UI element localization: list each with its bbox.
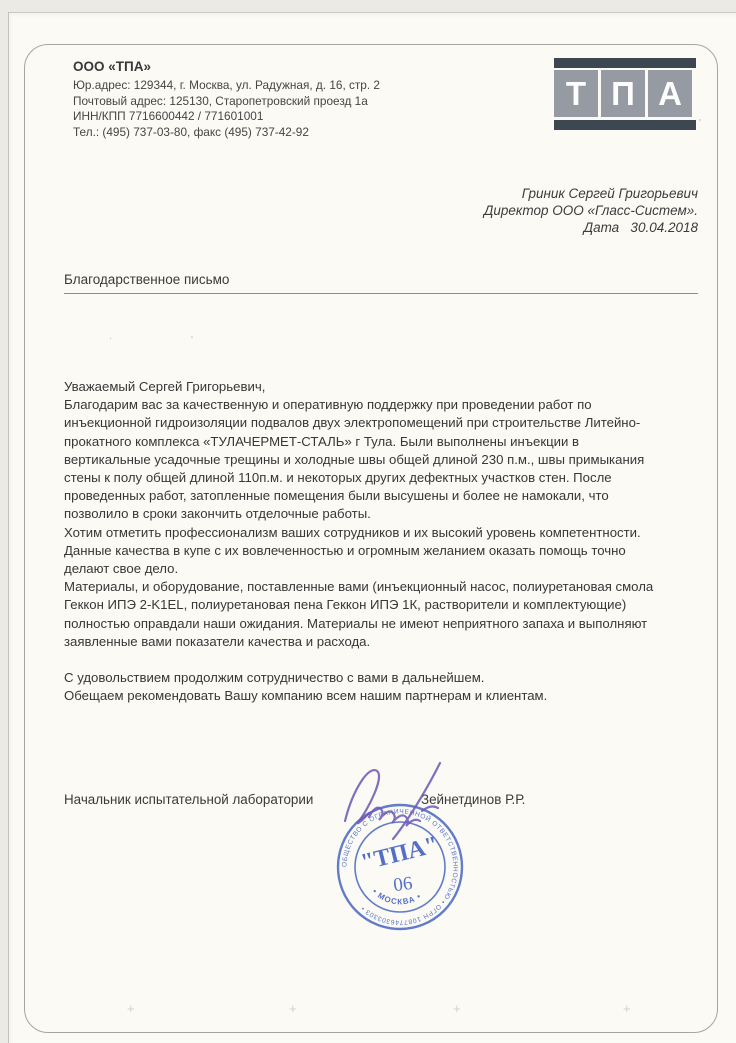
logo-bottom-bar bbox=[554, 120, 696, 130]
paragraph-gap bbox=[64, 651, 694, 669]
phone-fax: Тел.: (495) 737-03-80, факс (495) 737-42-92 bbox=[73, 124, 309, 139]
stamp-city-text: • МОСКВА • bbox=[370, 887, 424, 907]
logo-letter-p: П bbox=[601, 70, 645, 117]
signer-position: Начальник испытательной лаборатории bbox=[64, 792, 314, 807]
stamp-ring-text: ОБЩЕСТВО С ОГРАНИЧЕННОЙ ОТВЕТСТВЕННОСТЬЮ • ОГРН 1087746303303 • bbox=[341, 808, 459, 926]
body-line: Данные качества в купе с их вовлеченностью и огромным желанием оказать помощь точно bbox=[64, 542, 626, 558]
body-line: вертикальные усадочные трещины и холодные швы общей длиной 230 п.м., швы примыкания bbox=[64, 451, 645, 467]
closing-line: Обещаем рекомендовать Вашу компанию всем нашим партнерам и клиентам. bbox=[64, 688, 548, 704]
body-line: Уважаемый Сергей Григорьевич, bbox=[64, 379, 266, 394]
company-name: ООО «ТПА» bbox=[73, 59, 151, 74]
body-line: делают свое дело. bbox=[64, 561, 179, 577]
stamp-number: 06 bbox=[392, 872, 414, 897]
body-line: прокатного комплекса «ТУЛАЧЕРМЕТ-СТАЛЬ» г Тула. Были выполнены инъекции в bbox=[64, 433, 580, 449]
letterhead bbox=[73, 59, 533, 140]
body-line: инъекционной гидроизоляции подвалов двух электропомещений при строительстве Литейно- bbox=[64, 415, 641, 431]
logo-top-bar bbox=[554, 58, 696, 68]
stamp-center-text: "ТПА" bbox=[358, 831, 442, 877]
legal-address: Юр.адрес: 129344, г. Москва, ул. Радужная, д. 16, стр. 2 bbox=[73, 78, 380, 92]
tpa-logo bbox=[554, 58, 696, 130]
recipient-block bbox=[484, 185, 698, 237]
logo-letter-t: Т bbox=[554, 70, 598, 117]
body-line: заявленные вами показатели качества и расхода. bbox=[64, 633, 371, 649]
recipient-title: Директор ООО «Гласс-Систем». bbox=[483, 203, 698, 219]
body-line: стены к полу общей длиной 110п.м. и некоторых других дефектных участков стен. После bbox=[64, 470, 612, 486]
body-line: Хотим отметить профессионализм ваших сотрудников и их высокий уровень компетентности. bbox=[64, 524, 641, 540]
subject-line: Благодарственное письмо bbox=[64, 272, 230, 287]
body-line: проведенных работ, затопленные помещения были высушены и более не намокали, что bbox=[64, 488, 609, 504]
registration-mark: + bbox=[127, 1001, 135, 1016]
body-line: Благодарим вас за качественную и оперативную поддержку при проведении работ по bbox=[64, 397, 592, 413]
registration-mark: + bbox=[453, 1001, 461, 1016]
letter-date: Дата 30.04.2018 bbox=[583, 220, 698, 236]
body-line: Материалы, и оборудование, поставленные вами (инъекционный насос, полиуретановая смола bbox=[64, 579, 654, 595]
logo-tiles bbox=[554, 70, 696, 117]
body-line: полностью оправдали наши ожидания. Материалы не имеют неприятного запаха и выполняют bbox=[64, 615, 648, 631]
document-page bbox=[8, 12, 736, 1043]
recipient-name: Гриник Сергей Григорьевич bbox=[521, 186, 698, 201]
scan-speck: ' bbox=[699, 118, 701, 129]
registration-mark: + bbox=[623, 1001, 631, 1016]
subject-underline bbox=[64, 293, 698, 294]
registration-mark: + bbox=[289, 1001, 297, 1016]
inn-kpp: ИНН/КПП 7716600442 / 771601001 bbox=[73, 109, 264, 124]
handwritten-signature bbox=[319, 755, 494, 850]
closing-line: С удовольствием продолжим сотрудничество с вами в дальнейшем. bbox=[64, 670, 485, 686]
signer-name: Зейнетдинов Р.Р. bbox=[421, 792, 526, 807]
logo-letter-a: А bbox=[648, 70, 692, 117]
scan-speck: ' bbox=[191, 335, 193, 346]
letter-body bbox=[64, 378, 694, 705]
postal-address: Почтовый адрес: 125130, Старопетровский проезд 1а bbox=[73, 93, 368, 108]
body-line: позволило в сроки закончить отделочные работы. bbox=[64, 506, 371, 522]
scan-speck: · bbox=[109, 333, 113, 344]
body-line: Геккон ИПЭ 2-K1EL, полиуретановая пена Геккон ИПЭ 1К, растворители и комплектующие) bbox=[64, 597, 627, 613]
